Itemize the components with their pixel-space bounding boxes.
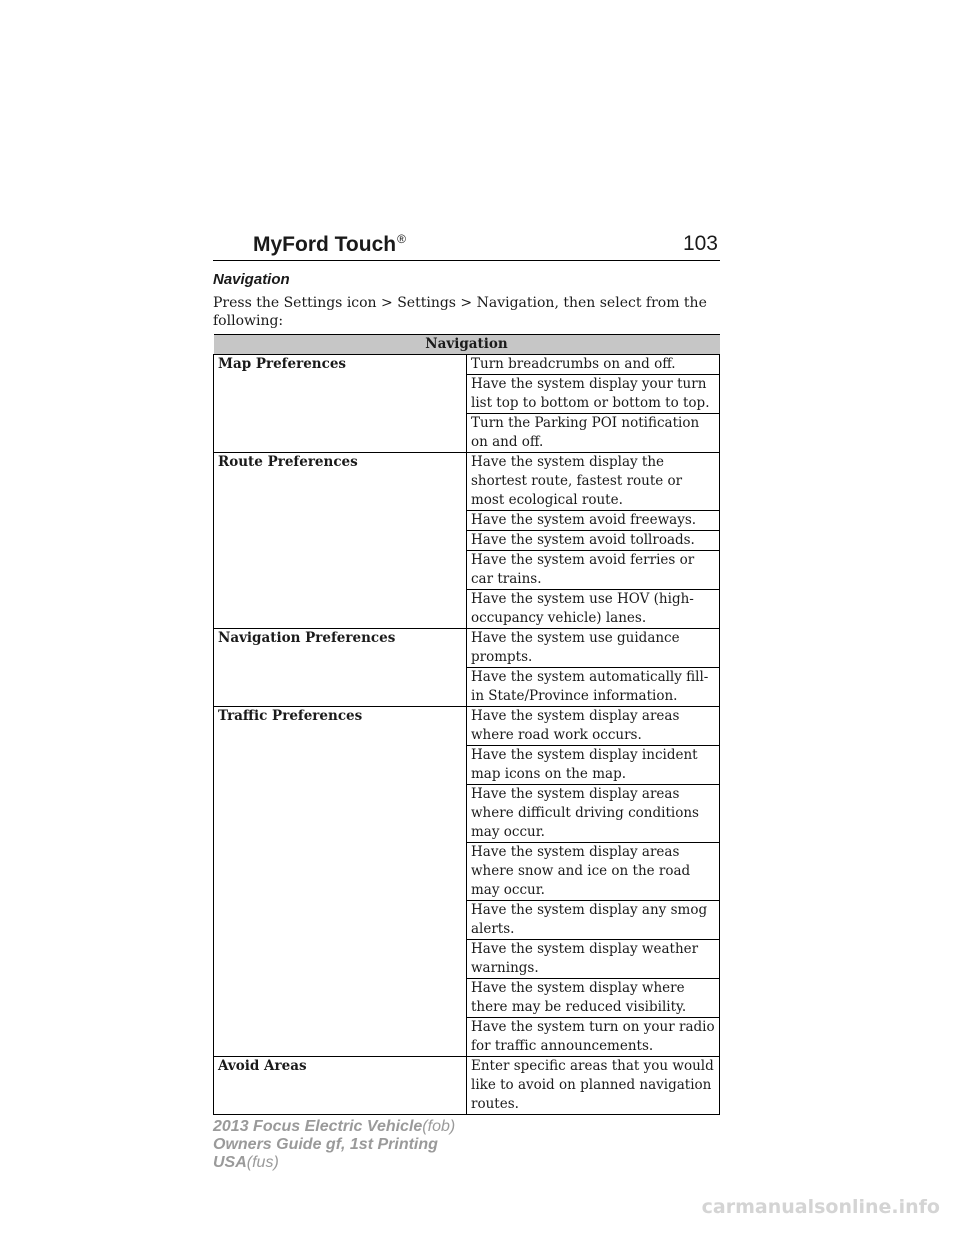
description-cell: Have the system display areas where difficult driving conditions may occur.: [467, 785, 720, 843]
footer-line-1: 2013 Focus Electric Vehicle(fob): [213, 1118, 456, 1135]
description-cell: Enter specific areas that you would like to avoid on planned navigation routes.: [467, 1057, 720, 1115]
table-row: [214, 707, 720, 746]
description-cell: Have the system automatically fill-in State/Province information.: [467, 668, 720, 707]
footer: [213, 1118, 455, 1172]
description-cell: Have the system display areas where snow and ice on the road may occur.: [467, 843, 720, 901]
description-cell: Have the system avoid tollroads.: [467, 531, 720, 551]
description-cell: Have the system avoid ferries or car trains.: [467, 551, 720, 590]
page-number: 103: [682, 232, 718, 255]
description-cell: Turn the Parking POI notification on and off.: [467, 414, 720, 453]
description-cell: Have the system display the shortest route, fastest route or most ecological route.: [467, 453, 720, 511]
section-heading: Navigation: [213, 271, 290, 288]
description-cell: Have the system display areas where road work occurs.: [467, 707, 720, 746]
table-row: [214, 453, 720, 511]
category-cell: Traffic Preferences: [214, 707, 467, 1057]
footer-line-3: USA(fus): [213, 1154, 279, 1171]
table-header-row: [214, 335, 720, 355]
description-cell: Have the system display where there may be reduced visibility.: [467, 979, 720, 1018]
watermark: carmanualsonline.info: [701, 1196, 940, 1218]
category-cell: Navigation Preferences: [214, 629, 467, 707]
description-cell: Have the system display any smog alerts.: [467, 901, 720, 940]
description-cell: Have the system use guidance prompts.: [467, 629, 720, 668]
description-cell: Turn breadcrumbs on and off.: [467, 355, 720, 375]
table-title: Navigation: [214, 335, 720, 355]
category-cell: Avoid Areas: [214, 1057, 467, 1115]
description-cell: Have the system display your turn list top to bottom or bottom to top.: [467, 375, 720, 414]
footer-line-2: Owners Guide gf, 1st Printing: [213, 1136, 438, 1153]
description-cell: Have the system use HOV (high-occupancy vehicle) lanes.: [467, 590, 720, 629]
category-cell: Route Preferences: [214, 453, 467, 629]
table-row: [214, 355, 720, 375]
description-cell: Have the system display incident map icons on the map.: [467, 746, 720, 785]
description-cell: Have the system turn on your radio for traffic announcements.: [467, 1018, 720, 1057]
category-cell: Map Preferences: [214, 355, 467, 453]
registered-mark: ®: [397, 232, 406, 246]
table-row: [214, 1057, 720, 1115]
table-body: [214, 355, 720, 1115]
description-cell: Have the system display weather warnings.: [467, 940, 720, 979]
description-cell: Have the system avoid freeways.: [467, 511, 720, 531]
navigation-settings-table: [213, 334, 720, 1115]
header-title: MyFord Touch®: [253, 232, 406, 256]
intro-paragraph: Press the Settings icon > Settings > Navigation, then select from the following:: [213, 295, 707, 329]
page-header: [213, 232, 720, 261]
table-row: [214, 629, 720, 668]
